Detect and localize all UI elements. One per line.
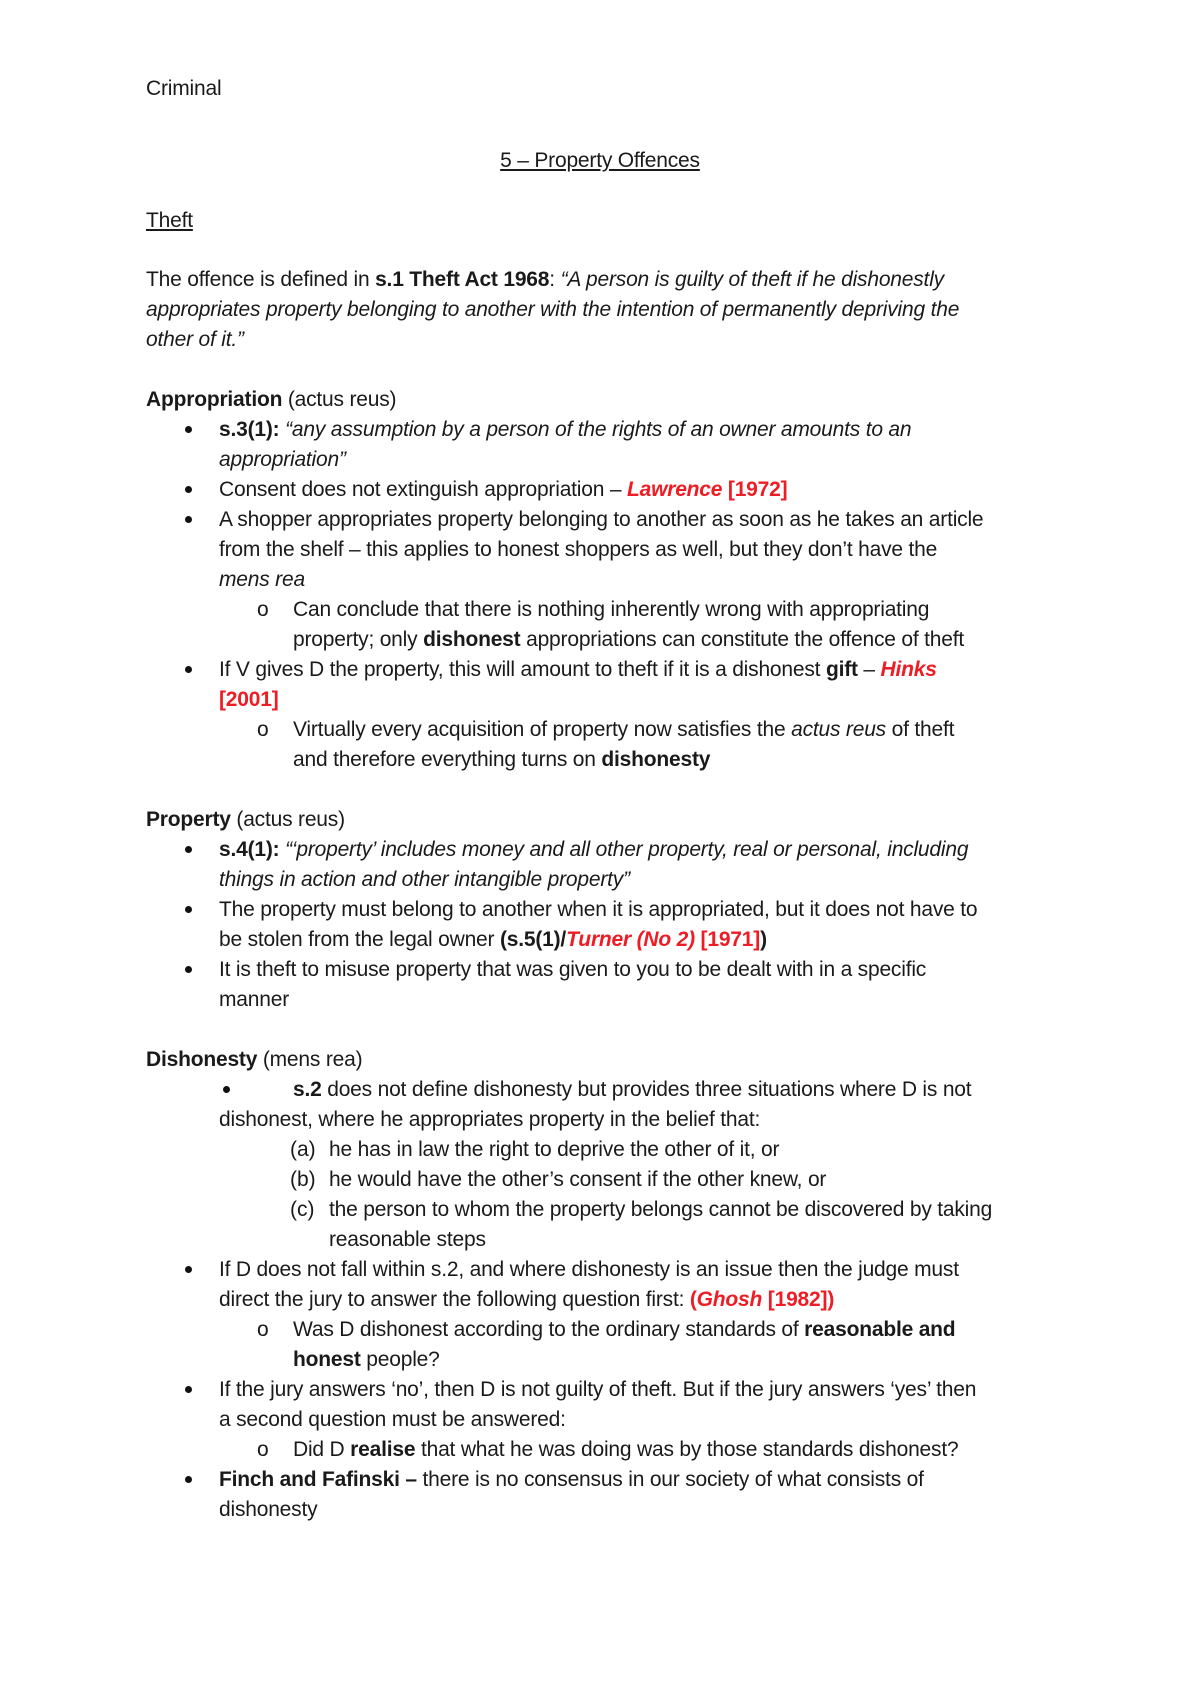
emphasis: realise [350,1438,416,1461]
text-span: If V gives D the property, this will amount to theft if it is a dishonest [219,658,826,681]
dishonesty-sub-2 [293,1435,958,1465]
statute-ref: s.3(1): [219,418,286,441]
case-year: [1971] [694,928,761,951]
emphasis: gift [825,658,858,681]
property-bullet-2: The property must belong to another when it is appropriated, but it does not have to [219,898,978,921]
section-heading-property [146,805,345,835]
list-marker: (b) [290,1168,316,1191]
statute-quote: “any assumption by a person of the rights of an owner amounts to an [285,418,912,441]
bullet-dot [185,846,192,853]
text-span: appropriations can constitute the offence of theft [520,628,965,651]
bullet-dot [185,906,192,913]
statute-ref: s.1 Theft Act 1968 [375,268,550,291]
theft-intro-line-3: other of it.” [146,328,244,351]
heading-tag: (actus reus) [230,808,345,831]
property-bullet-1-cont: things in action and other intangible property” [219,868,630,891]
case-year: [2001] [219,688,279,711]
dishonesty-bullet-1 [293,1075,971,1105]
text-span: property; only [293,628,424,651]
appropriation-bullet-4 [219,655,937,685]
text-span: : [549,268,561,291]
list-marker: (c) [290,1198,315,1221]
appropriation-sub-1: Can conclude that there is nothing inherently wrong with appropriating [293,598,930,621]
appropriation-bullet-1 [219,415,911,445]
bullet-dot [185,666,192,673]
property-bullet-3-cont: manner [219,988,290,1011]
dishonesty-bullet-3-cont: a second question must be answered: [219,1408,566,1431]
text-span: be stolen from the legal owner [219,928,500,951]
theft-intro-line-1 [146,265,944,295]
statute-quote: “A person is guilty of theft if he dishonestly [560,268,944,291]
bullet-dot [185,1266,192,1273]
bullet-dot [185,426,192,433]
emphasis: dishonest [423,628,521,651]
appropriation-bullet-3: A shopper appropriates property belonging to another as soon as he takes an article [219,508,984,531]
list-item: he would have the other’s consent if the other knew, or [329,1168,827,1191]
case-year: [1972] [722,478,788,501]
text-span: ) [760,928,767,951]
theft-intro-line-2: appropriates property belonging to another with the intention of permanently depriving the [146,298,960,321]
list-item: the person to whom the property belongs cannot be discovered by taking [329,1198,993,1221]
heading-text: Dishonesty [146,1048,258,1071]
appropriation-sub-2-cont [293,745,710,775]
heading-text: Appropriation [146,388,283,411]
case-name: Hinks [880,658,937,681]
emphasis: actus reus [791,718,886,741]
dishonesty-bullet-4-cont: dishonesty [219,1498,318,1521]
case-name: Ghosh [696,1288,763,1311]
statute-ref: (s.5(1)/ [499,928,567,951]
dishonesty-bullet-1-cont: dishonest, where he appropriates property in the belief that: [219,1108,761,1131]
section-heading-appropriation [146,385,396,415]
bullet-dot [185,1476,192,1483]
heading-tag: (actus reus) [282,388,397,411]
page-title [0,146,1200,176]
statute-quote: “‘property’ includes money and all other property, real or personal, including [285,838,969,861]
emphasis: dishonesty [601,748,711,771]
appropriation-bullet-1-cont: appropriation” [219,448,346,471]
property-bullet-3: It is theft to misuse property that was given to you to be dealt with in a specific [219,958,927,981]
appropriation-bullet-3-cont: mens rea [219,568,305,591]
section-heading-theft [146,206,193,236]
text-span: that what he was doing was by those standards dishonest? [415,1438,959,1461]
list-item-cont: reasonable steps [329,1228,486,1251]
sub-bullet-marker: o [257,598,269,621]
appropriation-bullet-2 [219,475,787,505]
page-title-text: 5 – Property Offences [500,149,700,172]
text-span: ( [689,1288,697,1311]
heading-text: Property [146,808,231,831]
case-name: Turner (No 2) [566,928,695,951]
text-span: there is no consensus in our society of what consists of [422,1468,924,1491]
emphasis: honest [293,1348,361,1371]
header-label: Criminal [146,77,222,100]
text-span: and therefore everything turns on [293,748,602,771]
sub-bullet-marker: o [257,718,269,741]
text-span: does not define dishonesty but provides three situations where D is not [321,1078,972,1101]
text-span: Virtually every acquisition of property now satisfies the [293,718,792,741]
section-heading-dishonesty [146,1045,362,1075]
appropriation-sub-2 [293,715,954,745]
dishonesty-bullet-2: If D does not fall within s.2, and where dishonesty is an issue then the judge must [219,1258,959,1281]
list-item: he has in law the right to deprive the other of it, or [329,1138,780,1161]
case-name: Lawrence [626,478,723,501]
dishonesty-bullet-2-cont [219,1285,834,1315]
bullet-dot [185,486,192,493]
sub-bullet-marker: o [257,1438,269,1461]
text-span: direct the jury to answer the following question first: [219,1288,690,1311]
dishonesty-bullet-4 [219,1465,924,1495]
heading-tag: (mens rea) [257,1048,363,1071]
theft-heading-text: Theft [146,209,193,232]
statute-ref: s.2 [293,1078,322,1101]
case-year: [1982] [762,1288,828,1311]
text-span: people? [360,1348,440,1371]
list-marker: (a) [290,1138,316,1161]
bullet-dot [223,1086,230,1093]
sub-bullet-marker: o [257,1318,269,1341]
dishonesty-bullet-3: If the jury answers ‘no’, then D is not guilty of theft. But if the jury answers ‘yes’ then [219,1378,977,1401]
property-bullet-1 [219,835,968,865]
author-ref: Finch and Fafinski – [219,1468,423,1491]
text-span: Did D [293,1438,351,1461]
text-span: Was D dishonest according to the ordinary standards of [293,1318,805,1341]
bullet-dot [185,1386,192,1393]
bullet-dot [185,516,192,523]
bullet-dot [185,966,192,973]
text-span: of theft [885,718,955,741]
appropriation-bullet-3-cont: from the shelf – this applies to honest shoppers as well, but they don’t have the [219,538,938,561]
text-span: – [857,658,881,681]
statute-ref: s.4(1): [219,838,286,861]
text-span: ) [827,1288,835,1311]
dishonesty-sub-1 [293,1315,955,1345]
dishonesty-sub-1-cont [293,1345,440,1375]
emphasis: reasonable and [804,1318,956,1341]
appropriation-sub-1-cont [293,625,964,655]
property-bullet-2-cont [219,925,767,955]
text-span: Consent does not extinguish appropriation – [219,478,627,501]
text-span: The offence is defined in [146,268,376,291]
